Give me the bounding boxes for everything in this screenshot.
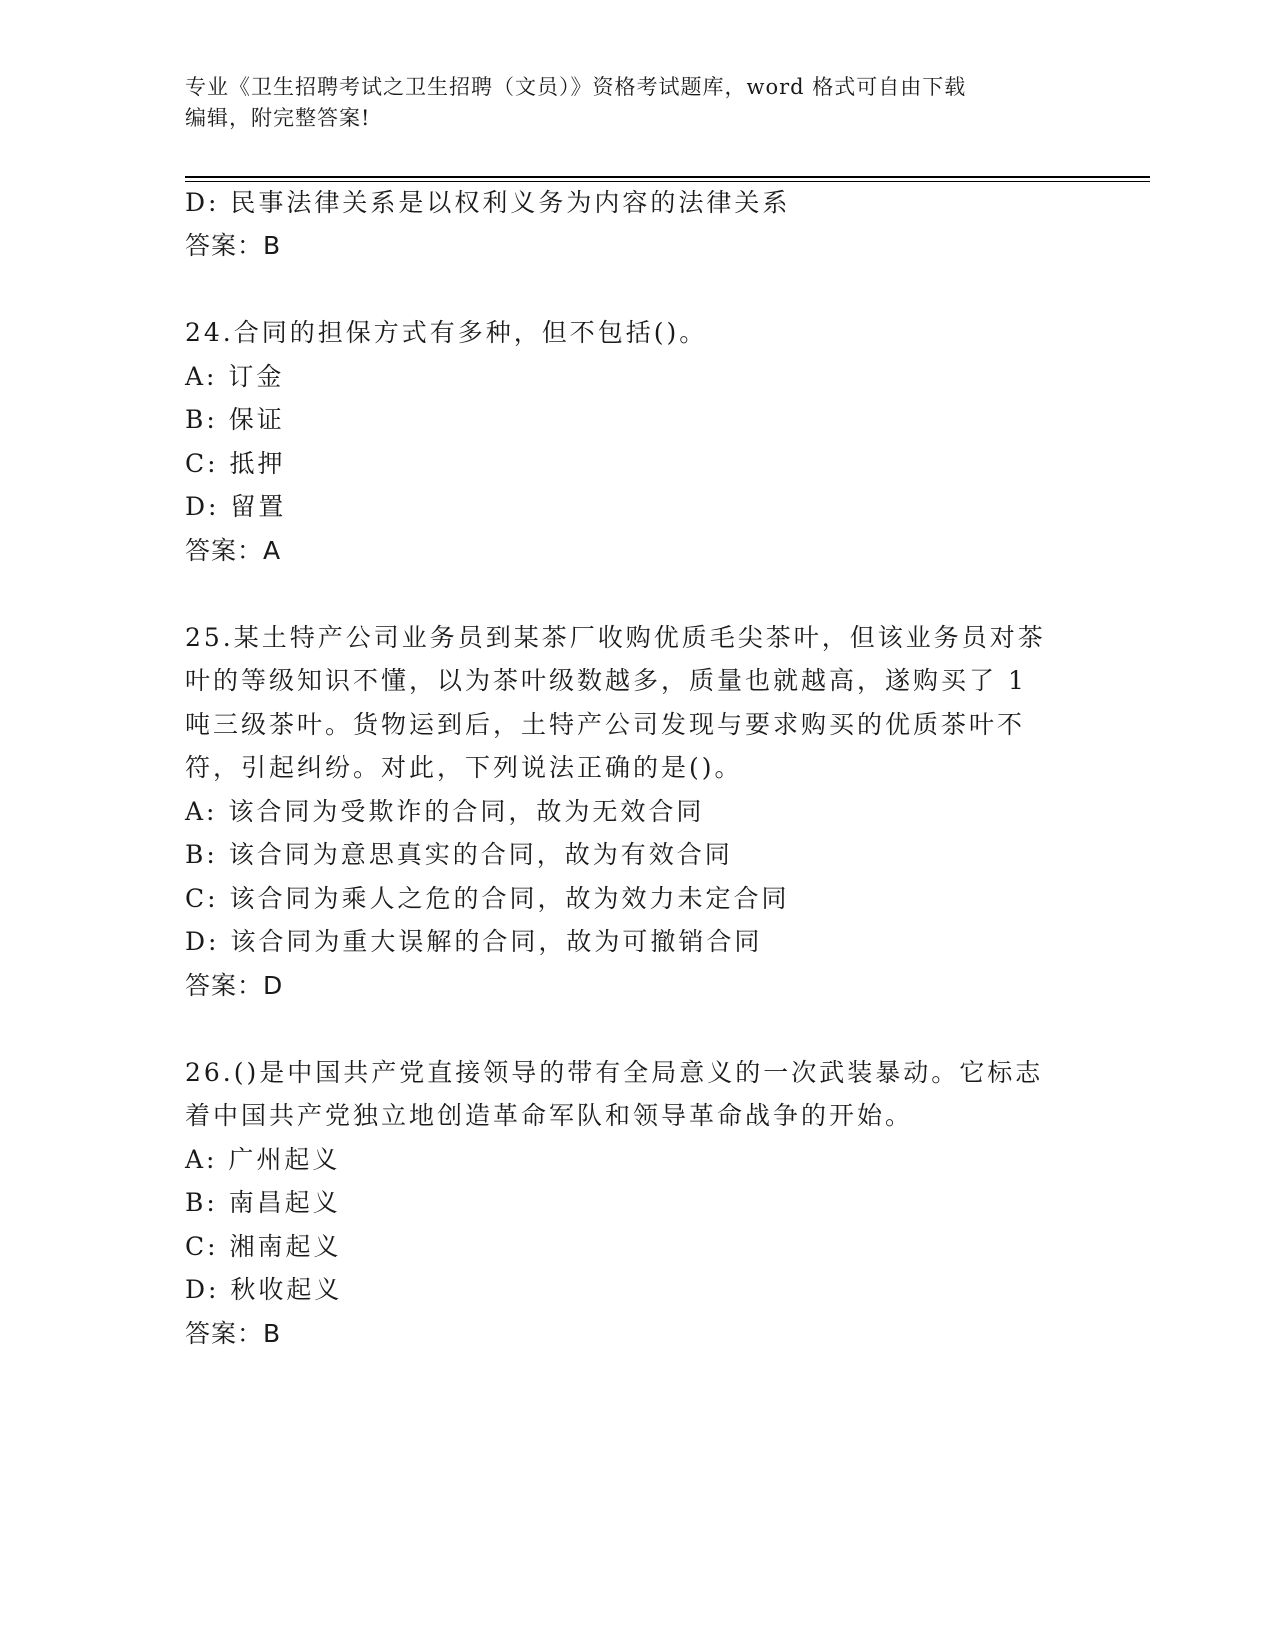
header-line-1: 专业《卫生招聘考试之卫生招聘（文员）》资格考试题库，word 格式可自由下载 (185, 75, 967, 99)
question-26-stem-line-2: 着中国共产党独立地创造革命军队和领导革命战争的开始。 (185, 1101, 914, 1130)
question-24-option-b: B: 保证 (185, 405, 285, 434)
question-25-option-d: D: 该合同为重大误解的合同，故为可撤销合同 (185, 927, 763, 956)
question-24-stem: 24.合同的担保方式有多种，但不包括()。 (185, 318, 708, 347)
question-26-option-a: A: 广州起义 (185, 1145, 341, 1174)
question-25-option-b: B: 该合同为意思真实的合同，故为有效合同 (185, 840, 733, 869)
question-25-stem-line-4: 符，引起纠纷。对此，下列说法正确的是()。 (185, 753, 743, 782)
question-25-stem-line-1: 25.某土特产公司业务员到某茶厂收购优质毛尖茶叶，但该业务员对茶 (185, 623, 1046, 652)
header-divider-thin (185, 181, 1150, 182)
question-26-option-d: D: 秋收起义 (185, 1275, 343, 1304)
question-26-option-b: B: 南昌起义 (185, 1188, 341, 1217)
header-divider-thick (185, 176, 1150, 178)
question-24-option-c: C: 抵押 (185, 449, 286, 478)
prev-question-answer: 答案：B (185, 231, 282, 260)
question-24-option-d: D: 留置 (185, 492, 287, 521)
question-25-option-c: C: 该合同为乘人之危的合同，故为效力未定合同 (185, 884, 790, 913)
question-26-answer: 答案：B (185, 1319, 282, 1348)
document-header (185, 72, 1065, 134)
question-26-stem-line-1: 26.()是中国共产党直接领导的带有全局意义的一次武装暴动。它标志 (185, 1058, 1044, 1087)
question-25-stem-line-2: 叶的等级知识不懂，以为茶叶级数越多，质量也就越高，遂购买了 1 (185, 666, 1027, 695)
question-26-option-c: C: 湘南起义 (185, 1232, 342, 1261)
question-25-answer: 答案：D (185, 971, 284, 1000)
header-line-2: 编辑，附完整答案! (185, 106, 371, 130)
prev-question-option-d: D: 民事法律关系是以权利义务为内容的法律关系 (185, 188, 791, 217)
question-25-stem-line-3: 吨三级茶叶。货物运到后，土特产公司发现与要求购买的优质茶叶不 (185, 710, 1026, 739)
question-24-answer: 答案：A (185, 536, 282, 565)
question-25-option-a: A: 该合同为受欺诈的合同，故为无效合同 (185, 797, 705, 826)
question-24-option-a: A: 订金 (185, 362, 285, 391)
